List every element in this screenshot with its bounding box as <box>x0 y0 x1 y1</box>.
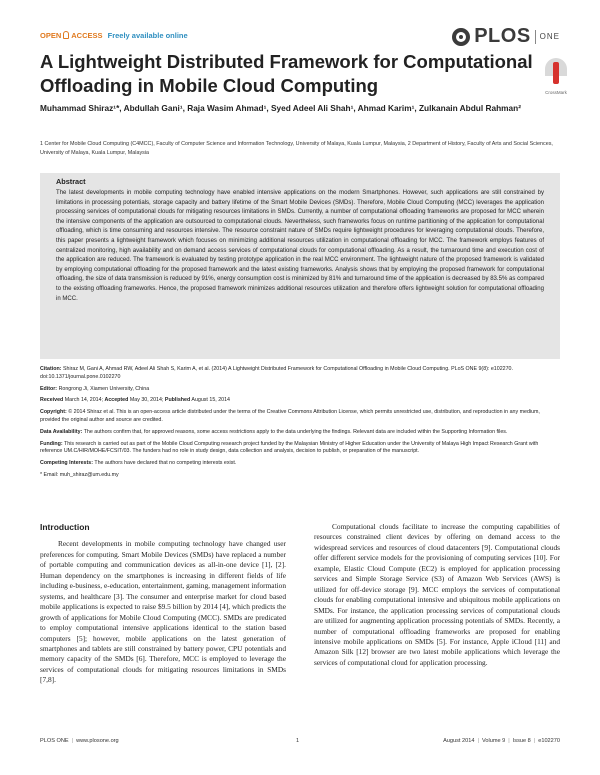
introduction-heading: Introduction <box>40 522 90 532</box>
page-footer <box>40 738 560 750</box>
footer-journal: PLOS ONE | www.plosone.org <box>40 738 119 744</box>
abstract-text: The latest developments in mobile computing technology have enabled intensive applications on the modern Smartphones. However, such applications are still constrained by limitations in processing potentials, storage capacity and battery lifetime of the Smart Mobile Devices (SMDs). Therefore, Mobile Cloud Computing (MCC) leverages the application processing services of computational clouds for mitigating resources limitations in SMDs. Currently, a number of computational offloading frameworks are proposed for MCC wherein the intensive components of the application are outsourced to computational clouds. Nevertheless, such frameworks focus on runtime partitioning of the application for computational offloading, which is time consuming and resources intensive. The resource constraint nature of SMDs require lightweight procedures for leveraging computational clouds. Therefore, this paper presents a lightweight framework which focuses on minimizing additional resources utilization in computational offloading for MCC. The framework employs features of centralized monitoring, high availability and on demand access services of computational clouds for computational offloading. As a result, the turnaround time and execution cost of the application are reduced. The framework is evaluated by testing prototype application in the real MCC environment. The lightweight nature of the proposed framework is validated by employing computational offloading for the proposed framework and the latest existing frameworks. Analysis shows that by employing the proposed framework for computational offloading, the size of data transmission is reduced by 91%, energy consumption cost is minimized by 81% and turnaround time of the application is decreased by 83.5% as compared to the existing offloading frameworks. Hence, the proposed framework minimizes additional resources utilization and therefore offers lightweight solution for computational offloading in MCC. <box>56 190 544 302</box>
copyright: Copyright: © 2014 Shiraz et al. This is an open-access article distributed under the terms of the Creative Commons Attribution License, which permits unrestricted use, distribution, and reproduction in any medium, provided the original author and source are credited. <box>40 409 540 423</box>
crossmark-badge[interactable]: CrossMark <box>540 58 572 95</box>
abstract-heading: Abstract <box>56 177 86 186</box>
dates: Received March 14, 2014; Accepted May 30, 2014; Published August 15, 2014 <box>40 397 230 404</box>
citation: Citation: Shiraz M, Gani A, Ahmad RW, Adeel Ali Shah S, Karim A, et al. (2014) A Lightweight Distributed Framework for Computational Offloading in Mobile Cloud Computing. PLoS ONE 9(8): e102270. doi:10.1371/journal.pone.0102270 <box>40 366 513 380</box>
article-metadata <box>40 366 560 484</box>
journal-url-link[interactable]: www.plosone.org <box>76 738 119 744</box>
crossmark-icon <box>545 58 567 88</box>
intro-paragraph-left: Recent developments in mobile computing technology have changed user preferences for computing. Smart Mobile Devices (SMDs) have replaced a number of portable computing and communication devices as all-in-one device [1], [2]. Human dependency on the smartphones is increasing in different fields of life including e-business, e-education, entertainment, gaming, management information systems, and healthcare [3]. The consumer and enterprise market for cloud based mobile applications is expected to raise $9.5 billion by 2014 [4], which predicts the growth of applications for Mobile Cloud Computing (MCC). SMDs are predicated to employ computational intensive applications identical to the station based computers [5]; however, mobile applications on the latest generation of smartphones and tablets are still constrained by battery power, CPU potentials and memory capacity of the SMDs [6]. Therefore, MCC is employed to leverage the services of computational clouds for mitigating resources limitations in SMDs [7,8]. <box>40 539 286 685</box>
abstract-box <box>40 173 560 359</box>
open-access-badge: OPEN ACCESS Freely available online <box>40 31 188 40</box>
left-column <box>40 522 286 686</box>
contact-email[interactable]: * Email: muh_shiraz@um.edu.my <box>40 471 119 478</box>
footer-issue-info: August 2014 | Volume 9 | Issue 8 | e102270 <box>443 738 560 744</box>
author-list: Muhammad Shiraz¹*, Abdullah Gani¹, Raja Wasim Ahmad¹, Syed Adeel Ali Shah¹, Ahmad Karim¹, Zulkanain Abdul Rahman² <box>40 103 521 113</box>
competing-interests: Competing Interests: The authors have declared that no competing interests exist. <box>40 460 237 467</box>
plos-logo-icon <box>452 28 470 46</box>
intro-paragraph-right: Computational clouds facilitate to increase the computing capabilities of resources constrained client devices by offering on demand access to the widespread services and resources of cloud datacenters [9]. Computational clouds offer different service models for the provisioning of computing services [10]. For example, Elastic Cloud Compute (EC2) is employed for application processing services and Simple Storage Service (S3) of Amazon Web Services (AWS) is utilized for off-device storage [9]. MCC employs the services of computational clouds for enabling computational intensive and ubiquitous mobile applications on SMDs. For instance, the application processing services of computational clouds are utilized for augmenting application processing potentials of SMDs. Recently, a number of computational offloading frameworks are proposed for enabling intensive mobile applications on SMDs [5]. For instance, Apple iCloud [11] and Amazon Silk [12] browser are two latest mobile applications which leverage the services of computational cloud for application processing. <box>314 522 560 667</box>
page-number: 1 <box>296 738 300 744</box>
journal-header <box>40 25 560 47</box>
right-column <box>314 522 560 668</box>
article-title: A Lightweight Distributed Framework for Computational Offloading in Mobile Cloud Computing <box>40 51 533 96</box>
funding: Funding: This research is carried out as part of the Mobile Cloud Computing research project funded by the Malaysian Ministry of Higher Education under the University of Malaya High Impact Research Grant with reference UM.C/HIR/MOHE/FCSIT/03. The funders had no role in study design, data collection and analysis, decision to publish, or preparation of the manuscript. <box>40 440 539 455</box>
open-lock-icon <box>63 31 69 39</box>
data-availability: Data Availability: The authors confirm that, for approved reasons, some access restrictions apply to the data underlying the findings. Relevant data are included within the Supporting Information files. <box>40 428 508 435</box>
open-access-tagline: Freely available online <box>107 31 188 40</box>
editor: Editor: Rongrong Ji, Xiamen University, China <box>40 385 150 392</box>
affiliations: 1 Center for Mobile Cloud Computing (C4MCC), Faculty of Computer Science and Information Technology, University of Malaya, Kuala Lumpur, Malaysia, 2 Department of History, Faculty of Arts and Social Sciences, University of Malaya, Kuala Lumpur, Malaysia <box>40 141 553 156</box>
plos-logo: PLOS ONE <box>452 25 560 48</box>
